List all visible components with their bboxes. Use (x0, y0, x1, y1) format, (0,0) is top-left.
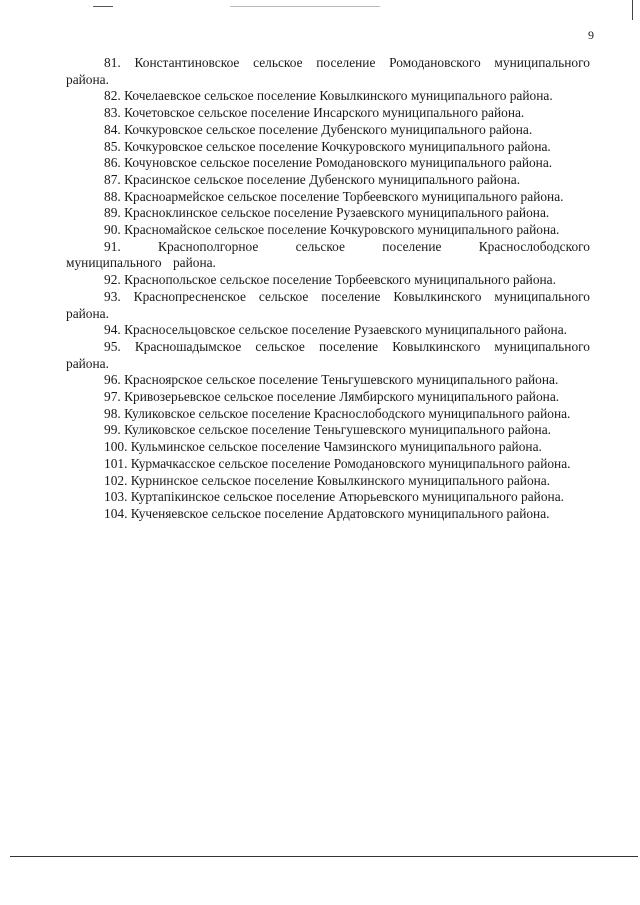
list-item: 104. Кученяевское сельское поселение Ардатовского муниципального района. (104, 505, 550, 521)
list-item: 100. Кульминское сельское поселение Чамзинского муниципального района. (104, 439, 542, 455)
bottom-rule (10, 856, 638, 857)
list-item: 84. Кочкуровское сельское поселение Дубенского муниципального района. (104, 121, 533, 137)
scan-mark-top-right (632, 0, 633, 20)
list-item: 96. Красноярское сельское поселение Теньгушевского муниципального района. (104, 372, 559, 388)
scan-mark-top-left (93, 6, 113, 7)
list-item: 102. Курнинское сельское поселение Ковылкинского муниципального района. (104, 472, 551, 488)
settlement-list (66, 55, 590, 523)
list-item: 95. Красношадымское сельское поселение Ковылкинского муниципального района. (66, 338, 590, 371)
list-item: 81. Константиновское сельское поселение Ромодановского муниципального района. (66, 55, 590, 87)
list-item: 87. Красинское сельское поселение Дубенского муниципального района. (104, 171, 521, 187)
list-item: 88. Красноармейское сельское поселение Торбеевского муниципального района. (104, 188, 564, 204)
list-item: 103. Куртапікинское сельское поселение Атюрьевского муниципального района. (104, 489, 564, 505)
scan-mark-top-center (230, 6, 380, 7)
list-item: 97. Кривозерьевское сельское поселение Лямбирского муниципального района. (104, 389, 560, 405)
list-item: 98. Куликовское сельское поселение Краснослободского муниципального района. (104, 405, 571, 421)
list-item: 82. Кочелаевское сельское поселение Ковылкинского муниципального района. (104, 88, 553, 104)
list-item: 90. Красномайское сельское поселение Кочкуровского муниципального района. (104, 222, 560, 238)
list-item: 94. Красносельцовское сельское поселение Рузаевского муниципального района. (104, 322, 568, 338)
list-item: 92. Краснопольское сельское поселение Торбеевского муниципального района. (104, 272, 556, 288)
list-item: 91. Краснополгорное сельское поселение Краснослободского муниципального района. (66, 238, 590, 271)
list-item: 93. Краснопресненское сельское поселение Ковылкинского муниципального района. (66, 288, 590, 321)
page-number: 9 (588, 28, 594, 42)
list-item: 89. Красноклинское сельское поселение Рузаевского муниципального района. (104, 205, 550, 221)
list-item: 83. Кочетовское сельское поселение Инсарского муниципального района. (104, 105, 525, 121)
list-item: 101. Курмачкасское сельское поселение Ромодановского муниципального района. (104, 455, 571, 471)
list-item: 99. Куликовское сельское поселение Теньгушевского муниципального района. (104, 422, 552, 438)
list-item: 86. Кочуновское сельское поселение Ромодановского муниципального района. (104, 155, 553, 171)
list-item: 85. Кочкуровское сельское поселение Кочкуровского муниципального района. (104, 138, 551, 154)
